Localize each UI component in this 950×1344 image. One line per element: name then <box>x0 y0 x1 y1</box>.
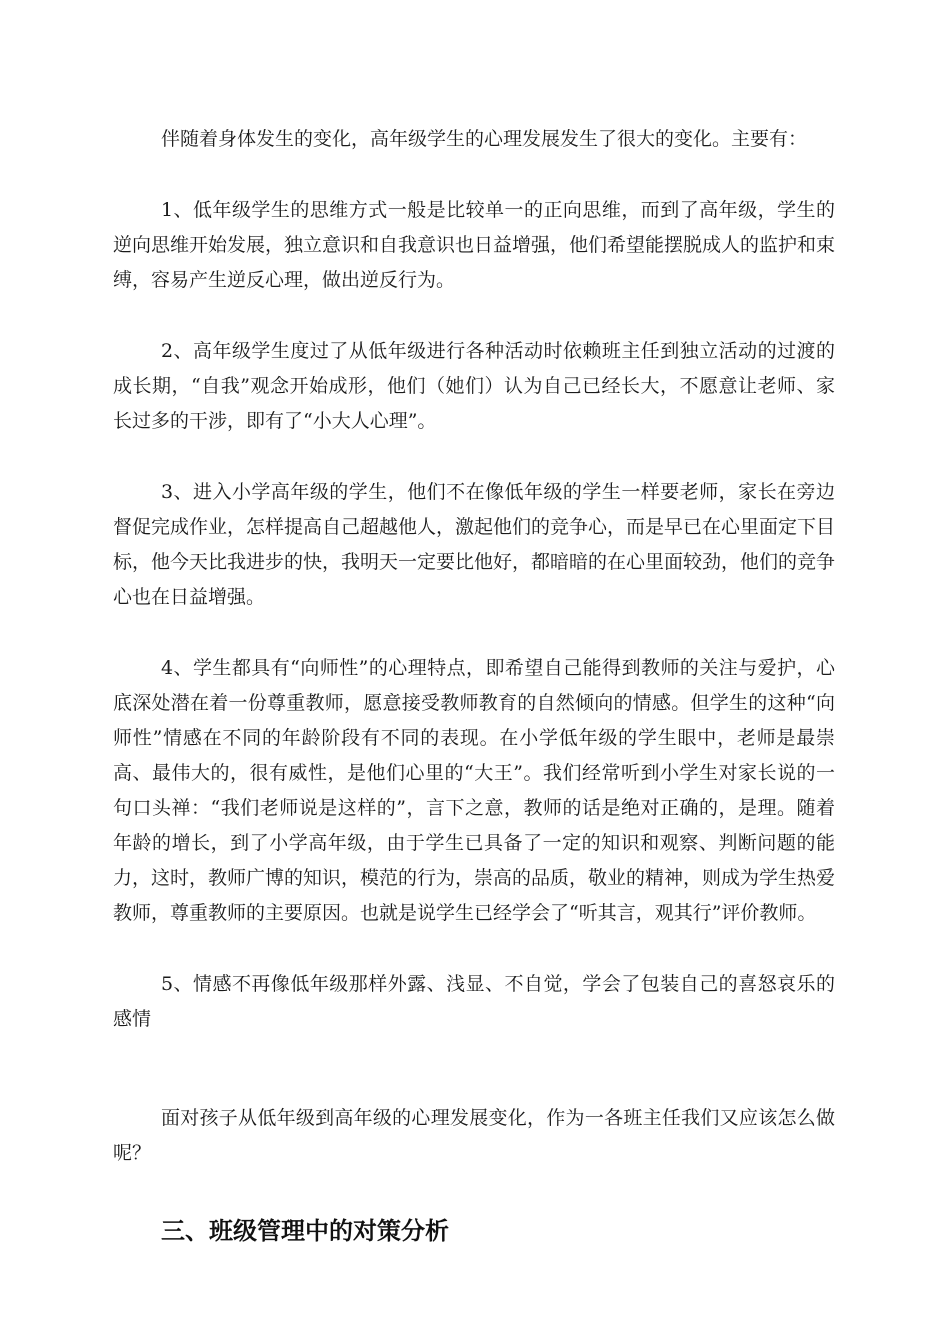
closing-paragraph: 面对孩子从低年级到高年级的心理发展变化，作为一各班主任我们又应该怎么做呢？ <box>113 1107 835 1164</box>
list-item-3: 3、进入小学高年级的学生，他们不在像低年级的学生一样要老师，家长在旁边督促完成作业，怎样提高自己超越他人，激起他们的竞争心，而是早已在心里面定下目标，他今天比我进步的快，我明天一定要比他好，都暗暗的在心里面较劲，他们的竞争心也在日益增强。 <box>113 481 836 608</box>
list-item-5: 5、情感不再像低年级那样外露、浅显、不自觉，学会了包装自己的喜怒哀乐的感情 <box>113 973 835 1030</box>
list-item-4: 4、学生都具有“向师性”的心理特点，即希望自己能得到教师的关注与爱护，心底深处潜在着一份尊重教师，愿意接受教师教育的自然倾向的情感。但学生的这种“向师性”情感在不同的年龄阶段有不同的表现。在小学低年级的学生眼中，老师是最崇高、最伟大的，很有威性，是他们心里的“大王”。我们经常听到小学生对家长说的一句口头禅：“我们老师说是这样的”，言下之意，教师的话是绝对正确的，是理。随着年龄的增长，到了小学高年级，由于学生已具备了一定的知识和观察、判断问题的能力，这时，教师广博的知识，模范的行为，崇高的品质，敬业的精神，则成为学生热爱教师，尊重教师的主要原因。也就是说学生已经学会了“听其言，观其行”评价教师。 <box>113 657 836 924</box>
list-item-2: 2、高年级学生度过了从低年级进行各种活动时依赖班主任到独立活动的过渡的成长期，“自我”观念开始成形，他们（她们）认为自己已经长大，不愿意让老师、家长过多的干涉，即有了“小大人心理”。 <box>113 340 835 432</box>
intro-paragraph: 伴随着身体发生的变化，高年级学生的心理发展发生了很大的变化。主要有： <box>161 128 808 150</box>
list-item-1: 1、低年级学生的思维方式一般是比较单一的正向思维，而到了高年级，学生的逆向思维开始发展，独立意识和自我意识也日益增强，他们希望能摆脱成人的监护和束缚，容易产生逆反心理，做出逆反行为。 <box>113 199 836 291</box>
document-body <box>113 122 835 1251</box>
section-heading: 三、班级管理中的对策分析 <box>161 1217 449 1245</box>
